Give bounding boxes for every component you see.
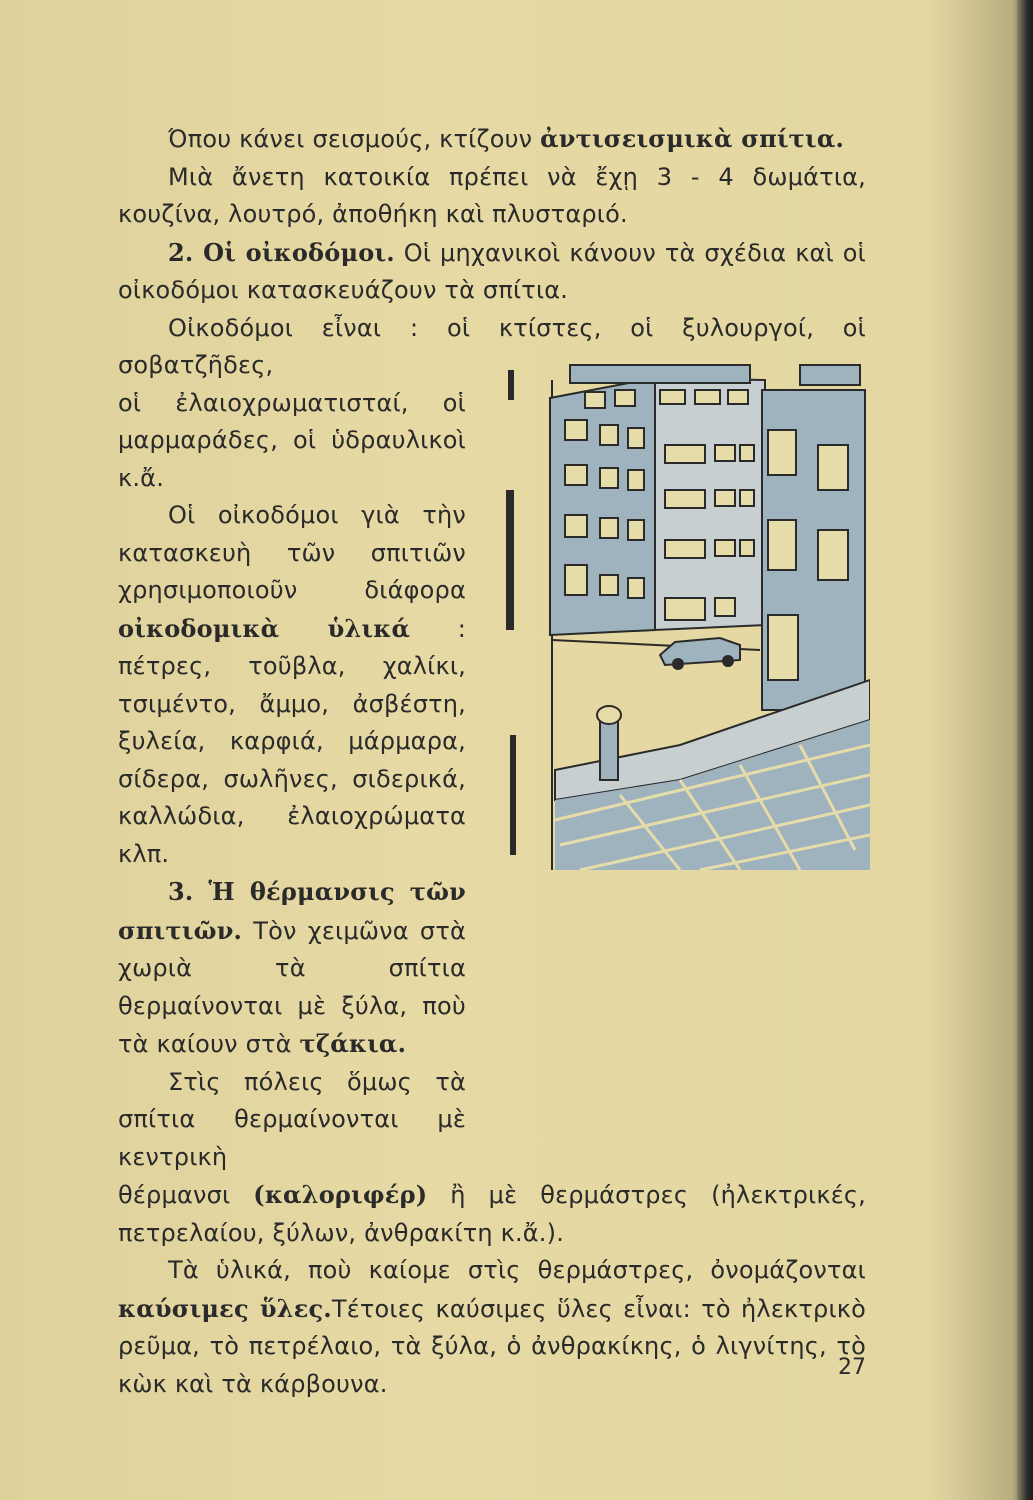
p1-bold: ἀντισεισμικὰ σπίτια. bbox=[540, 124, 845, 153]
p8-bold: καύσιμες ὕλες. bbox=[118, 1293, 332, 1323]
p5-text-c: : πέτρες, τοῦβλα, χαλίκι, τσιμέντο, ἄμμο, ἀσβέστη, ξυλεία, καρφιά, μάρμαρα, σίδερα, σωλῆνες, σιδερικά, καλλώδια, ἐλαιοχρώματα κλπ. bbox=[118, 614, 466, 868]
p5-text-a: Οἱ οἰκοδόμοι γιὰ τὴν κατασκευὴ τῶν σπιτιῶν χρησιμοποιοῦν διάφορα bbox=[118, 501, 466, 604]
paragraph-4-line-1: Οἰκοδόμοι εἶναι : οἱ κτίστες, οἱ ξυλουργοί, οἱ σοβατζῆδες, bbox=[118, 313, 866, 379]
page-number: 27 bbox=[838, 1355, 866, 1380]
section-2-heading: Οἱ οἰκοδόμοι. bbox=[203, 237, 395, 267]
paragraph-7-wrap: Στὶς πόλεις ὅμως τὰ σπίτια θερμαίνονται μὲ κεντρικὴ bbox=[118, 1067, 466, 1171]
p6-bold: τζάκια. bbox=[299, 1029, 407, 1058]
paragraph-3 bbox=[118, 234, 866, 310]
paragraph-6 bbox=[118, 873, 466, 1064]
p3-text: Οἱ μηχανικοὶ κάνουν τὰ σχέδια καὶ οἱ οἰκοδόμοι κατασκευάζουν τὰ σπίτια. bbox=[118, 238, 866, 304]
p5-bold: οἰκοδομικὰ ὑλικά bbox=[118, 613, 411, 643]
p7-text-c: ἢ μὲ θερμάστρες (ἠλεκτρικές, πετρελαίου, ξύλων, ἀνθρακίτη κ.ἄ.). bbox=[118, 1181, 866, 1247]
paragraph-5 bbox=[118, 497, 466, 873]
p1-text: Όπου κάνει σεισμούς, κτίζουν bbox=[168, 125, 541, 153]
section-2-number: 2. bbox=[168, 237, 204, 267]
section-3-heading: 3. Ἡ θέρμανσις τῶν σπιτιῶν. bbox=[118, 877, 466, 945]
paragraph-2: Μιὰ ἄνετη κατοικία πρέπει νὰ ἔχῃ 3 - 4 δωμάτια, κουζίνα, λουτρό, ἀποθήκη καὶ πλυσταριό. bbox=[118, 162, 866, 228]
paragraph-8 bbox=[118, 1252, 866, 1403]
p6-text: Τὸν χειμῶνα στὰ χωριὰ τὰ σπίτια θερμαίνονται μὲ ξύλα, ποὺ τὰ καίουν στὰ bbox=[118, 916, 466, 1058]
p8-text-c: Τέτοιες καύσιμες ὕλες εἶναι: τὸ ἠλεκτρικὸ ρεῦμα, τὸ πετρέλαιο, τὰ ξύλα, ὁ ἀνθρακίκης, ὁ λιγνίτης, τὸ κὼκ καὶ τὰ κάρβουνα. bbox=[118, 1294, 866, 1398]
book-spine bbox=[1017, 0, 1033, 1500]
paragraph-4-wrap: οἱ ἐλαιοχρωματισταί, οἱ μαρμαράδες, οἱ ὑδραυλικοὶ κ.ἄ. bbox=[118, 388, 466, 492]
p7-bold: (καλοριφέρ) bbox=[253, 1180, 428, 1209]
apartment-building-illustration bbox=[500, 350, 870, 870]
p8-text-a: Τὰ ὑλικά, ποὺ καίομε στὶς θερμάστρες, ὀνομάζονται bbox=[168, 1256, 866, 1284]
p7-text-a: θέρμανσι bbox=[118, 1181, 254, 1209]
paragraph-7 bbox=[118, 1176, 866, 1252]
paragraph-1 bbox=[118, 120, 866, 159]
